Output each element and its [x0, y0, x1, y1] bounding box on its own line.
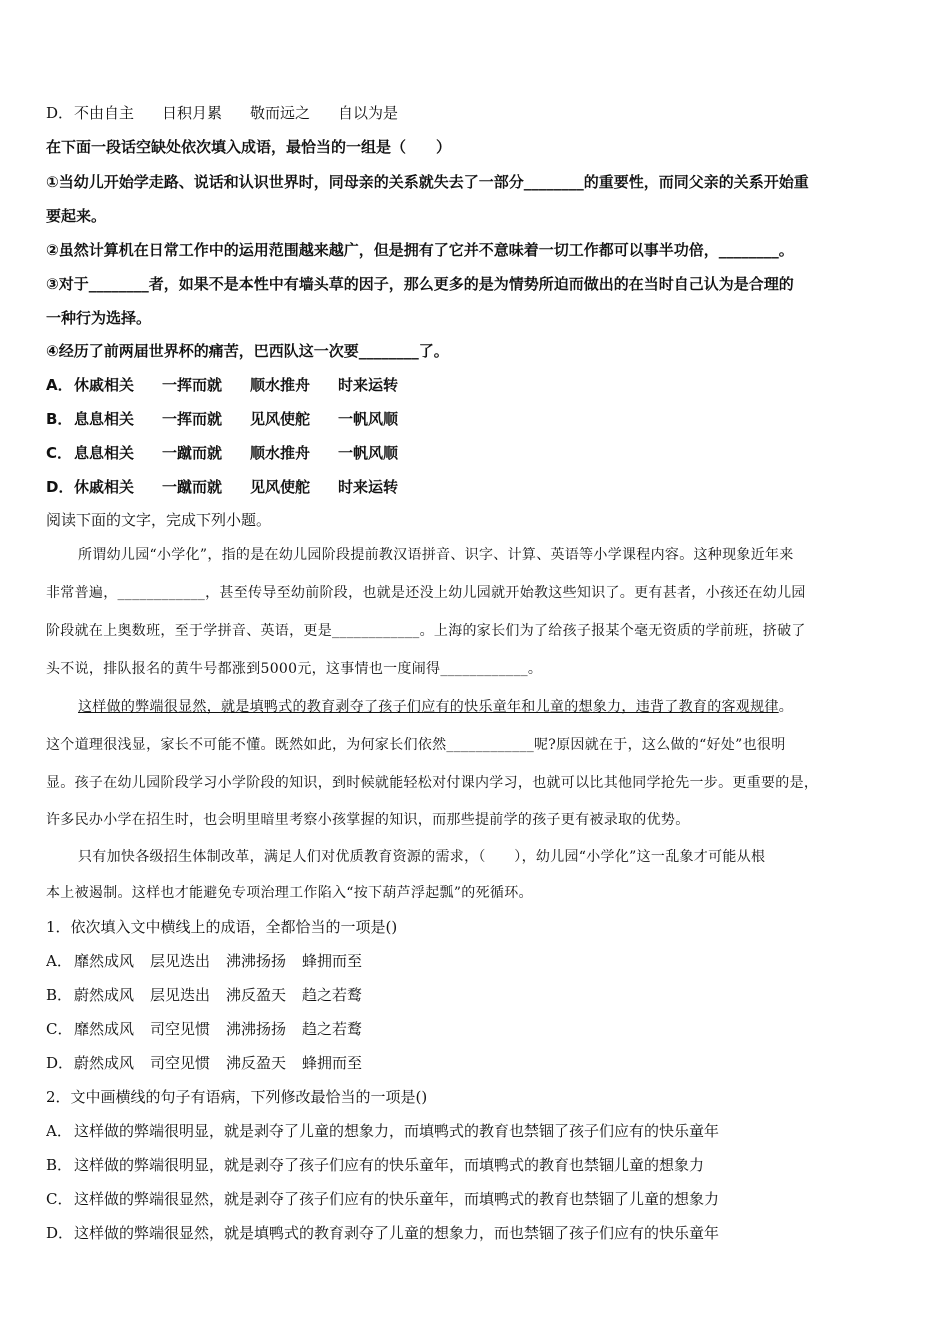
- option-c: [46, 436, 908, 470]
- option-label: A．: [46, 952, 72, 970]
- sub1-option-a: [46, 944, 908, 978]
- option-item: 层见迭出: [150, 986, 211, 1004]
- option-item: 趋之若鹜: [302, 1020, 363, 1038]
- option-label: B．: [46, 410, 73, 428]
- option-item: 自以为是: [338, 104, 399, 122]
- option-item: 见风使舵: [250, 478, 311, 496]
- sub2-stem: 2．文中画横线的句子有语病，下列修改最恰当的一项是(): [46, 1088, 428, 1106]
- option-label: C．: [46, 1020, 73, 1038]
- period: 。: [778, 699, 794, 715]
- option-item: 时来运转: [338, 478, 399, 496]
- option-item: 蔚然成风: [74, 1054, 135, 1072]
- option-item: 一蹴而就: [162, 444, 223, 462]
- sub2-option-d: [46, 1216, 908, 1250]
- option-label: C．: [46, 1190, 73, 1208]
- option-item: 蜂拥而至: [302, 1054, 363, 1072]
- option-item: 息息相关: [74, 410, 135, 428]
- sub1-option-b: [46, 978, 908, 1012]
- option-item: 不由自主: [74, 104, 135, 122]
- question-stem: 在下面一段话空缺处依次填入成语，最恰当的一组是（ ）: [46, 138, 452, 156]
- option-item: 蔚然成风: [74, 986, 135, 1004]
- option-item: 靡然成风: [74, 1020, 135, 1038]
- sub2-option-a: [46, 1114, 908, 1148]
- sentence-3a: ③对于________者，如果不是本性中有墙头草的因子，那么更多的是为情势所迫而做出的在当时自己认为是合理的: [46, 275, 794, 293]
- option-label: D．: [46, 478, 74, 496]
- option-item: 蜂拥而至: [302, 952, 363, 970]
- option-item: 司空见惯: [150, 1054, 211, 1072]
- passage-p2-line3: 显。孩子在幼儿园阶段学习小学阶段的知识，到时候就能轻松对付课内学习，也就可以比其他同学抢先一步。更重要的是，: [46, 775, 819, 791]
- sentence-3b: 一种行为选择。: [46, 309, 152, 327]
- option-text: 这样做的弊端很显然，就是剥夺了孩子们应有的快乐童年，而填鸭式的教育也禁锢了儿童的想象力: [74, 1190, 720, 1208]
- option-text: 这样做的弊端很明显，就是剥夺了儿童的想象力，而填鸭式的教育也禁锢了孩子们应有的快乐童年: [74, 1122, 720, 1140]
- sentence-1b: 要起来。: [46, 207, 107, 225]
- sub2-option-b: [46, 1148, 908, 1182]
- underlined-sentence: 这样做的弊端很显然，就是填鸭式的教育剥夺了孩子们应有的快乐童年和儿童的想象力，违背了教育的客观规律: [78, 699, 779, 715]
- passage-p2-line4: 许多民办小学在招生时，也会明里暗里考察小孩掌握的知识，而那些提前学的孩子更有被录取的优势。: [46, 812, 690, 828]
- option-d: [46, 470, 908, 504]
- option-item: 息息相关: [74, 444, 135, 462]
- option-item: 顺水推舟: [250, 376, 311, 394]
- option-label: D．: [46, 1224, 74, 1242]
- option-b: [46, 402, 908, 436]
- option-item: 一挥而就: [162, 410, 223, 428]
- option-label: D．: [46, 1054, 74, 1072]
- sub1-option-d: [46, 1046, 908, 1080]
- sub1-stem: 1．依次填入文中横线上的成语，全都恰当的一项是(): [46, 918, 398, 936]
- option-item: 顺水推舟: [250, 444, 311, 462]
- option-item: 趋之若鹜: [302, 986, 363, 1004]
- passage-p1-line3: 阶段就在上奥数班，至于学拼音、英语，更是____________。上海的家长们为了给孩子报某个毫无资质的学前班，挤破了: [46, 623, 806, 639]
- option-d-prev: [46, 96, 908, 130]
- passage-p1-line4: 头不说，排队报名的黄牛号都涨到5000元，这事情也一度闹得____________。: [46, 661, 543, 677]
- option-item: 时来运转: [338, 376, 399, 394]
- option-label: A．: [46, 376, 73, 394]
- option-item: 休戚相关: [74, 376, 135, 394]
- option-item: 一蹴而就: [162, 478, 223, 496]
- passage-p2-line1: [46, 688, 908, 726]
- option-item: 司空见惯: [150, 1020, 211, 1038]
- option-item: 敬而远之: [250, 104, 311, 122]
- option-label: C．: [46, 444, 73, 462]
- passage-p3-line2: 本上被遏制。这样也才能避免专项治理工作陷入“按下葫芦浮起瓢”的死循环。: [46, 885, 533, 901]
- option-a: [46, 368, 908, 402]
- passage-p2-line2: 这个道理很浅显，家长不可能不懂。既然如此，为何家长们依然____________呢?原因就在于，这么做的“好处”也很明: [46, 737, 786, 753]
- option-label: B．: [46, 986, 73, 1004]
- option-item: 休戚相关: [74, 478, 135, 496]
- sentence-1a: ①当幼儿开始学走路、说话和认识世界时，同母亲的关系就失去了一部分________的重要性，而同父亲的关系开始重: [46, 173, 809, 191]
- option-item: 沸沸扬扬: [226, 1020, 287, 1038]
- option-label: A．: [46, 1122, 72, 1140]
- option-item: 日积月累: [162, 104, 223, 122]
- option-item: 层见迭出: [150, 952, 211, 970]
- option-item: 沸反盈天: [226, 986, 287, 1004]
- passage-p1-line2: 非常普遍，____________，甚至传导至幼前阶段，也就是还没上幼儿园就开始教这些知识了。更有甚者，小孩还在幼儿园: [46, 585, 806, 601]
- passage-p1-line1: 所谓幼儿园“小学化”，指的是在幼儿园阶段提前教汉语拼音、识字、计算、英语等小学课程内容。这种现象近年来: [78, 547, 794, 563]
- option-item: 一帆风顺: [338, 410, 399, 428]
- option-item: 一挥而就: [162, 376, 223, 394]
- option-item: 一帆风顺: [338, 444, 399, 462]
- option-text: 这样做的弊端很显然，就是填鸭式的教育剥夺了儿童的想象力，而也禁锢了孩子们应有的快乐童年: [74, 1224, 720, 1242]
- option-item: 靡然成风: [74, 952, 135, 970]
- sub2-option-c: [46, 1182, 908, 1216]
- sentence-4: ④经历了前两届世界杯的痛苦，巴西队这一次要________了。: [46, 342, 449, 360]
- option-text: 这样做的弊端很明显，就是剥夺了孩子们应有的快乐童年，而填鸭式的教育也禁锢儿童的想象力: [74, 1156, 705, 1174]
- passage-p3-line1: 只有加快各级招生体制改革，满足人们对优质教育资源的需求，（ ），幼儿园“小学化”这一乱象才可能从根: [78, 849, 766, 865]
- option-item: 沸沸扬扬: [226, 952, 287, 970]
- sub1-option-c: [46, 1012, 908, 1046]
- option-label: D．: [46, 104, 74, 122]
- sentence-2: ②虽然计算机在日常工作中的运用范围越来越广，但是拥有了它并不意味着一切工作都可以事半功倍，________。: [46, 241, 794, 259]
- option-label: B．: [46, 1156, 73, 1174]
- document-page: [46, 96, 908, 1250]
- option-item: 见风使舵: [250, 410, 311, 428]
- reading-intro: 阅读下面的文字，完成下列小题。: [46, 511, 272, 529]
- option-item: 沸反盈天: [226, 1054, 287, 1072]
